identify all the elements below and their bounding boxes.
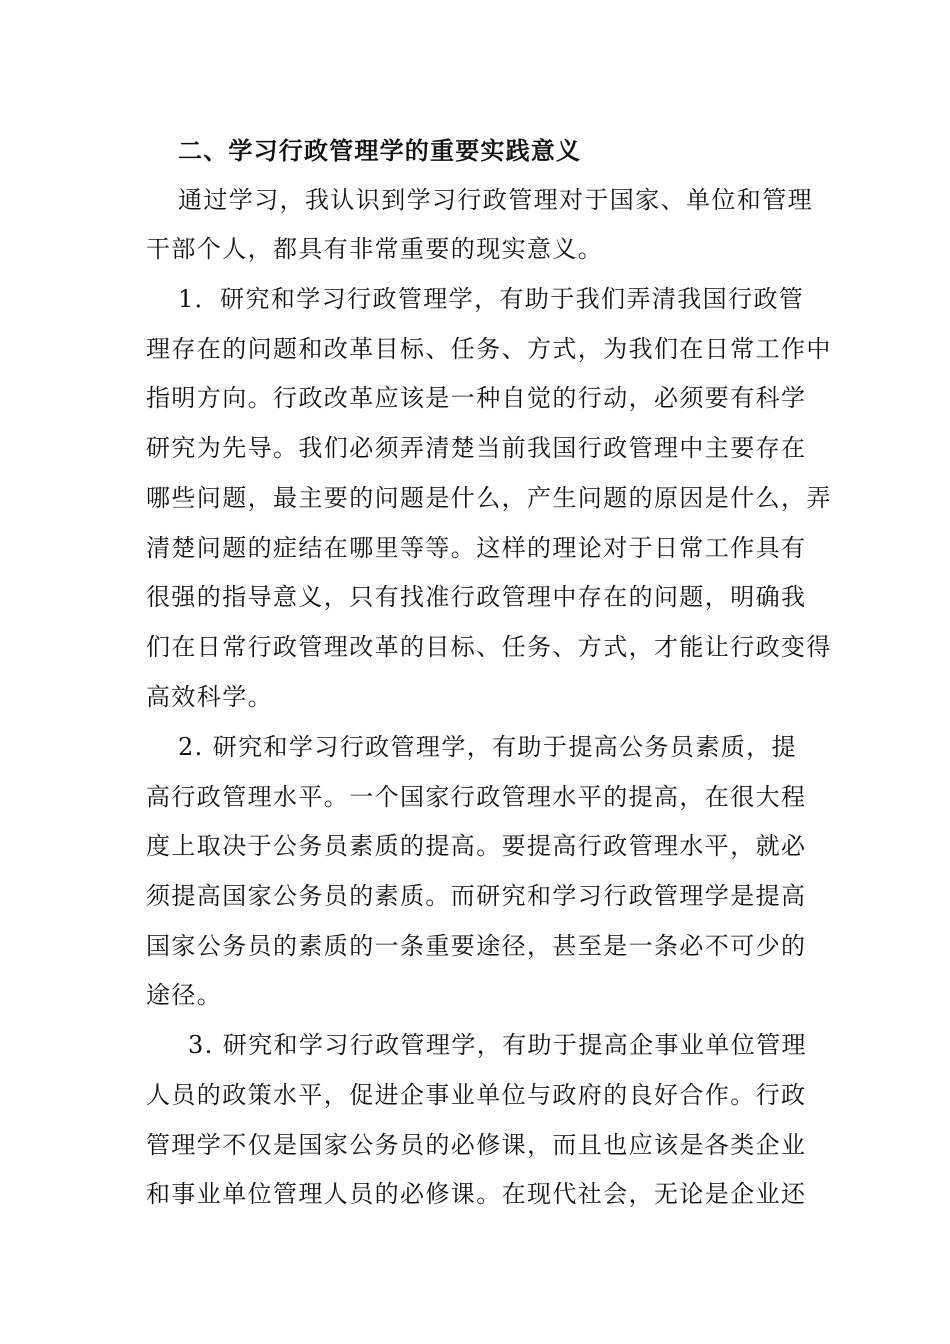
paragraph-line: 和事业单位管理人员的必修课。在现代社会，无论是企业还 [146, 1180, 807, 1208]
paragraph-line: 干部个人，都具有非常重要的现实意义。 [146, 235, 604, 263]
paragraph-line: 们在日常行政管理改革的目标、任务、方式，才能让行政变得 [146, 633, 832, 661]
section-heading: 二、学习行政管理学的重要实践意义 [178, 136, 582, 165]
paragraph-line: 哪些问题，最主要的问题是什么，产生问题的原因是什么，弄 [146, 484, 832, 512]
paragraph-line: 3. 研究和学习行政管理学，有助于提高企事业单位管理 [188, 1031, 807, 1059]
paragraph-line: 高效科学。 [146, 683, 273, 711]
paragraph-line: 管理学不仅是国家公务员的必修课，而且也应该是各类企业 [146, 1131, 807, 1159]
paragraph-line: 指明方向。行政改革应该是一种自觉的行动，必须要有科学 [146, 384, 807, 412]
paragraph-line: 研究为先导。我们必须弄清楚当前我国行政管理中主要存在 [146, 434, 807, 462]
paragraph-line: 度上取决于公务员素质的提高。要提高行政管理水平，就必 [146, 832, 807, 860]
paragraph-line: 2. 研究和学习行政管理学，有助于提高公务员素质，提 [178, 733, 797, 761]
paragraph-line: 理存在的问题和改革目标、任务、方式，为我们在日常工作中 [146, 335, 832, 363]
paragraph-line: 须提高国家公务员的素质。而研究和学习行政管理学是提高 [146, 882, 807, 910]
paragraph-line: 清楚问题的症结在哪里等等。这样的理论对于日常工作具有 [146, 534, 807, 562]
paragraph-line: 很强的指导意义，只有找准行政管理中存在的问题，明确我 [146, 583, 807, 611]
paragraph-line: 1．研究和学习行政管理学，有助于我们弄清我国行政管 [178, 285, 805, 313]
paragraph-line: 高行政管理水平。一个国家行政管理水平的提高，在很大程 [146, 783, 807, 811]
paragraph-line: 通过学习，我认识到学习行政管理对于国家、单位和管理 [178, 186, 813, 214]
paragraph-line: 国家公务员的素质的一条重要途径，甚至是一条必不可少的 [146, 932, 807, 960]
paragraph-line: 人员的政策水平，促进企事业单位与政府的良好合作。行政 [146, 1081, 807, 1109]
paragraph-line: 途径。 [146, 981, 223, 1009]
